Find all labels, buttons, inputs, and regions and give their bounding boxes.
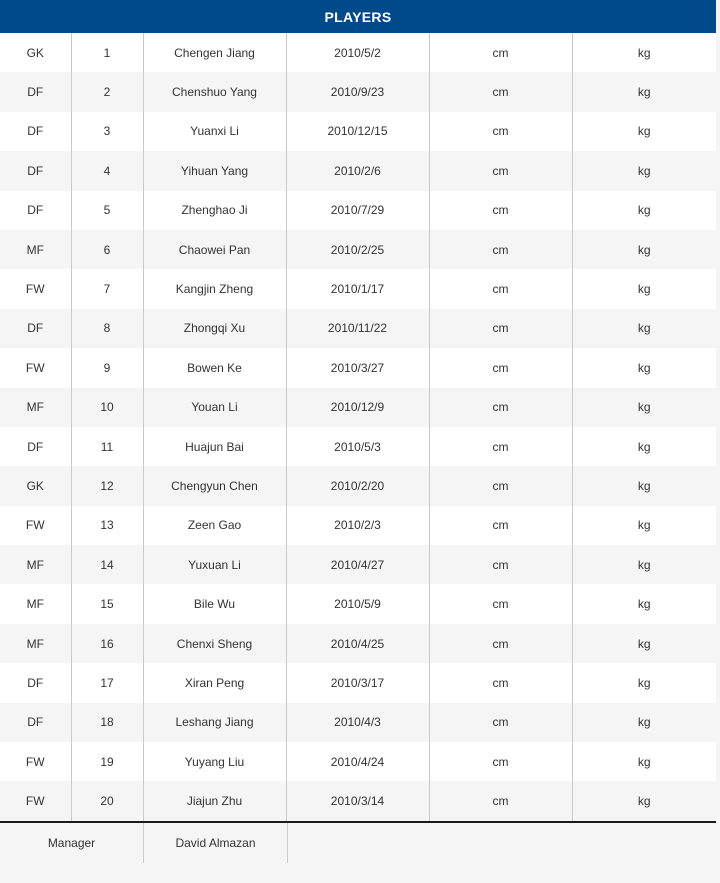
player-number: 1 xyxy=(71,33,143,72)
table-row xyxy=(0,703,716,742)
table-row xyxy=(0,388,716,427)
player-height: cm xyxy=(429,545,572,584)
player-position: FW xyxy=(0,269,71,308)
player-weight: kg xyxy=(572,584,716,623)
table-row xyxy=(0,151,716,190)
player-weight: kg xyxy=(572,269,716,308)
player-birthdate: 2010/1/17 xyxy=(286,269,429,308)
player-weight: kg xyxy=(572,427,716,466)
player-position: MF xyxy=(0,388,71,427)
table-row xyxy=(0,624,716,663)
player-birthdate: 2010/3/14 xyxy=(286,781,429,820)
player-weight: kg xyxy=(572,72,716,111)
table-row xyxy=(0,584,716,623)
player-weight: kg xyxy=(572,466,716,505)
table-row xyxy=(0,545,716,584)
player-height: cm xyxy=(429,72,572,111)
player-position: DF xyxy=(0,663,71,702)
player-name: Youan Li xyxy=(143,388,286,427)
player-birthdate: 2010/3/17 xyxy=(286,663,429,702)
player-name: Yuyang Liu xyxy=(143,742,286,781)
player-position: FW xyxy=(0,348,71,387)
player-name: Zhenghao Ji xyxy=(143,191,286,230)
player-height: cm xyxy=(429,309,572,348)
player-position: MF xyxy=(0,584,71,623)
player-number: 11 xyxy=(71,427,143,466)
player-name: Zeen Gao xyxy=(143,506,286,545)
player-birthdate: 2010/5/3 xyxy=(286,427,429,466)
player-position: DF xyxy=(0,151,71,190)
table-row xyxy=(0,427,716,466)
player-position: MF xyxy=(0,545,71,584)
player-height: cm xyxy=(429,112,572,151)
player-name: Bowen Ke xyxy=(143,348,286,387)
player-height: cm xyxy=(429,703,572,742)
player-position: FW xyxy=(0,742,71,781)
player-birthdate: 2010/2/6 xyxy=(286,151,429,190)
player-name: Jiajun Zhu xyxy=(143,781,286,820)
player-number: 9 xyxy=(71,348,143,387)
player-position: DF xyxy=(0,112,71,151)
player-weight: kg xyxy=(572,703,716,742)
manager-row xyxy=(0,821,716,863)
manager-name: David Almazan xyxy=(144,823,288,863)
player-birthdate: 2010/2/3 xyxy=(286,506,429,545)
player-position: DF xyxy=(0,703,71,742)
player-weight: kg xyxy=(572,663,716,702)
player-number: 19 xyxy=(71,742,143,781)
player-birthdate: 2010/5/9 xyxy=(286,584,429,623)
players-header xyxy=(0,0,716,33)
table-row xyxy=(0,230,716,269)
player-weight: kg xyxy=(572,624,716,663)
table-row xyxy=(0,466,716,505)
player-position: DF xyxy=(0,72,71,111)
player-weight: kg xyxy=(572,151,716,190)
table-row xyxy=(0,506,716,545)
player-number: 8 xyxy=(71,309,143,348)
player-height: cm xyxy=(429,624,572,663)
table-row xyxy=(0,781,716,820)
player-height: cm xyxy=(429,230,572,269)
player-height: cm xyxy=(429,506,572,545)
player-number: 13 xyxy=(71,506,143,545)
player-name: Leshang Jiang xyxy=(143,703,286,742)
player-birthdate: 2010/4/27 xyxy=(286,545,429,584)
player-height: cm xyxy=(429,269,572,308)
player-name: Yihuan Yang xyxy=(143,151,286,190)
table-row xyxy=(0,269,716,308)
player-weight: kg xyxy=(572,742,716,781)
player-name: Chengyun Chen xyxy=(143,466,286,505)
player-weight: kg xyxy=(572,781,716,820)
players-title: PLAYERS xyxy=(324,8,392,25)
player-height: cm xyxy=(429,348,572,387)
player-birthdate: 2010/2/20 xyxy=(286,466,429,505)
table-row xyxy=(0,348,716,387)
player-height: cm xyxy=(429,584,572,623)
player-number: 17 xyxy=(71,663,143,702)
player-number: 15 xyxy=(71,584,143,623)
player-name: Chenshuo Yang xyxy=(143,72,286,111)
player-number: 10 xyxy=(71,388,143,427)
players-table xyxy=(0,33,716,821)
player-position: DF xyxy=(0,191,71,230)
player-number: 7 xyxy=(71,269,143,308)
player-name: Xiran Peng xyxy=(143,663,286,702)
player-position: MF xyxy=(0,230,71,269)
player-birthdate: 2010/4/3 xyxy=(286,703,429,742)
player-height: cm xyxy=(429,388,572,427)
player-height: cm xyxy=(429,781,572,820)
player-birthdate: 2010/5/2 xyxy=(286,33,429,72)
player-number: 20 xyxy=(71,781,143,820)
player-number: 5 xyxy=(71,191,143,230)
player-birthdate: 2010/3/27 xyxy=(286,348,429,387)
player-name: Huajun Bai xyxy=(143,427,286,466)
player-number: 16 xyxy=(71,624,143,663)
player-height: cm xyxy=(429,742,572,781)
player-position: DF xyxy=(0,309,71,348)
player-number: 4 xyxy=(71,151,143,190)
player-name: Chenxi Sheng xyxy=(143,624,286,663)
player-weight: kg xyxy=(572,545,716,584)
player-weight: kg xyxy=(572,348,716,387)
player-name: Kangjin Zheng xyxy=(143,269,286,308)
player-height: cm xyxy=(429,191,572,230)
player-height: cm xyxy=(429,427,572,466)
table-row xyxy=(0,72,716,111)
player-number: 6 xyxy=(71,230,143,269)
player-position: FW xyxy=(0,506,71,545)
player-name: Yuanxi Li xyxy=(143,112,286,151)
manager-label: Manager xyxy=(0,823,144,863)
player-birthdate: 2010/12/9 xyxy=(286,388,429,427)
table-row xyxy=(0,112,716,151)
player-weight: kg xyxy=(572,506,716,545)
player-birthdate: 2010/11/22 xyxy=(286,309,429,348)
player-position: GK xyxy=(0,33,71,72)
manager-row-empty xyxy=(288,823,716,863)
player-number: 2 xyxy=(71,72,143,111)
player-weight: kg xyxy=(572,112,716,151)
player-position: DF xyxy=(0,427,71,466)
player-name: Zhongqi Xu xyxy=(143,309,286,348)
player-position: GK xyxy=(0,466,71,505)
player-birthdate: 2010/4/25 xyxy=(286,624,429,663)
player-number: 14 xyxy=(71,545,143,584)
table-row xyxy=(0,309,716,348)
table-row xyxy=(0,191,716,230)
player-birthdate: 2010/4/24 xyxy=(286,742,429,781)
player-height: cm xyxy=(429,33,572,72)
player-weight: kg xyxy=(572,388,716,427)
player-position: MF xyxy=(0,624,71,663)
table-row xyxy=(0,663,716,702)
player-name: Chaowei Pan xyxy=(143,230,286,269)
player-birthdate: 2010/12/15 xyxy=(286,112,429,151)
player-name: Bile Wu xyxy=(143,584,286,623)
player-height: cm xyxy=(429,151,572,190)
player-position: FW xyxy=(0,781,71,820)
player-name: Yuxuan Li xyxy=(143,545,286,584)
player-name: Chengen Jiang xyxy=(143,33,286,72)
player-number: 3 xyxy=(71,112,143,151)
player-weight: kg xyxy=(572,191,716,230)
player-height: cm xyxy=(429,663,572,702)
player-weight: kg xyxy=(572,309,716,348)
player-number: 18 xyxy=(71,703,143,742)
player-birthdate: 2010/2/25 xyxy=(286,230,429,269)
player-birthdate: 2010/7/29 xyxy=(286,191,429,230)
player-weight: kg xyxy=(572,230,716,269)
player-height: cm xyxy=(429,466,572,505)
table-row xyxy=(0,33,716,72)
player-number: 12 xyxy=(71,466,143,505)
player-weight: kg xyxy=(572,33,716,72)
player-birthdate: 2010/9/23 xyxy=(286,72,429,111)
table-row xyxy=(0,742,716,781)
